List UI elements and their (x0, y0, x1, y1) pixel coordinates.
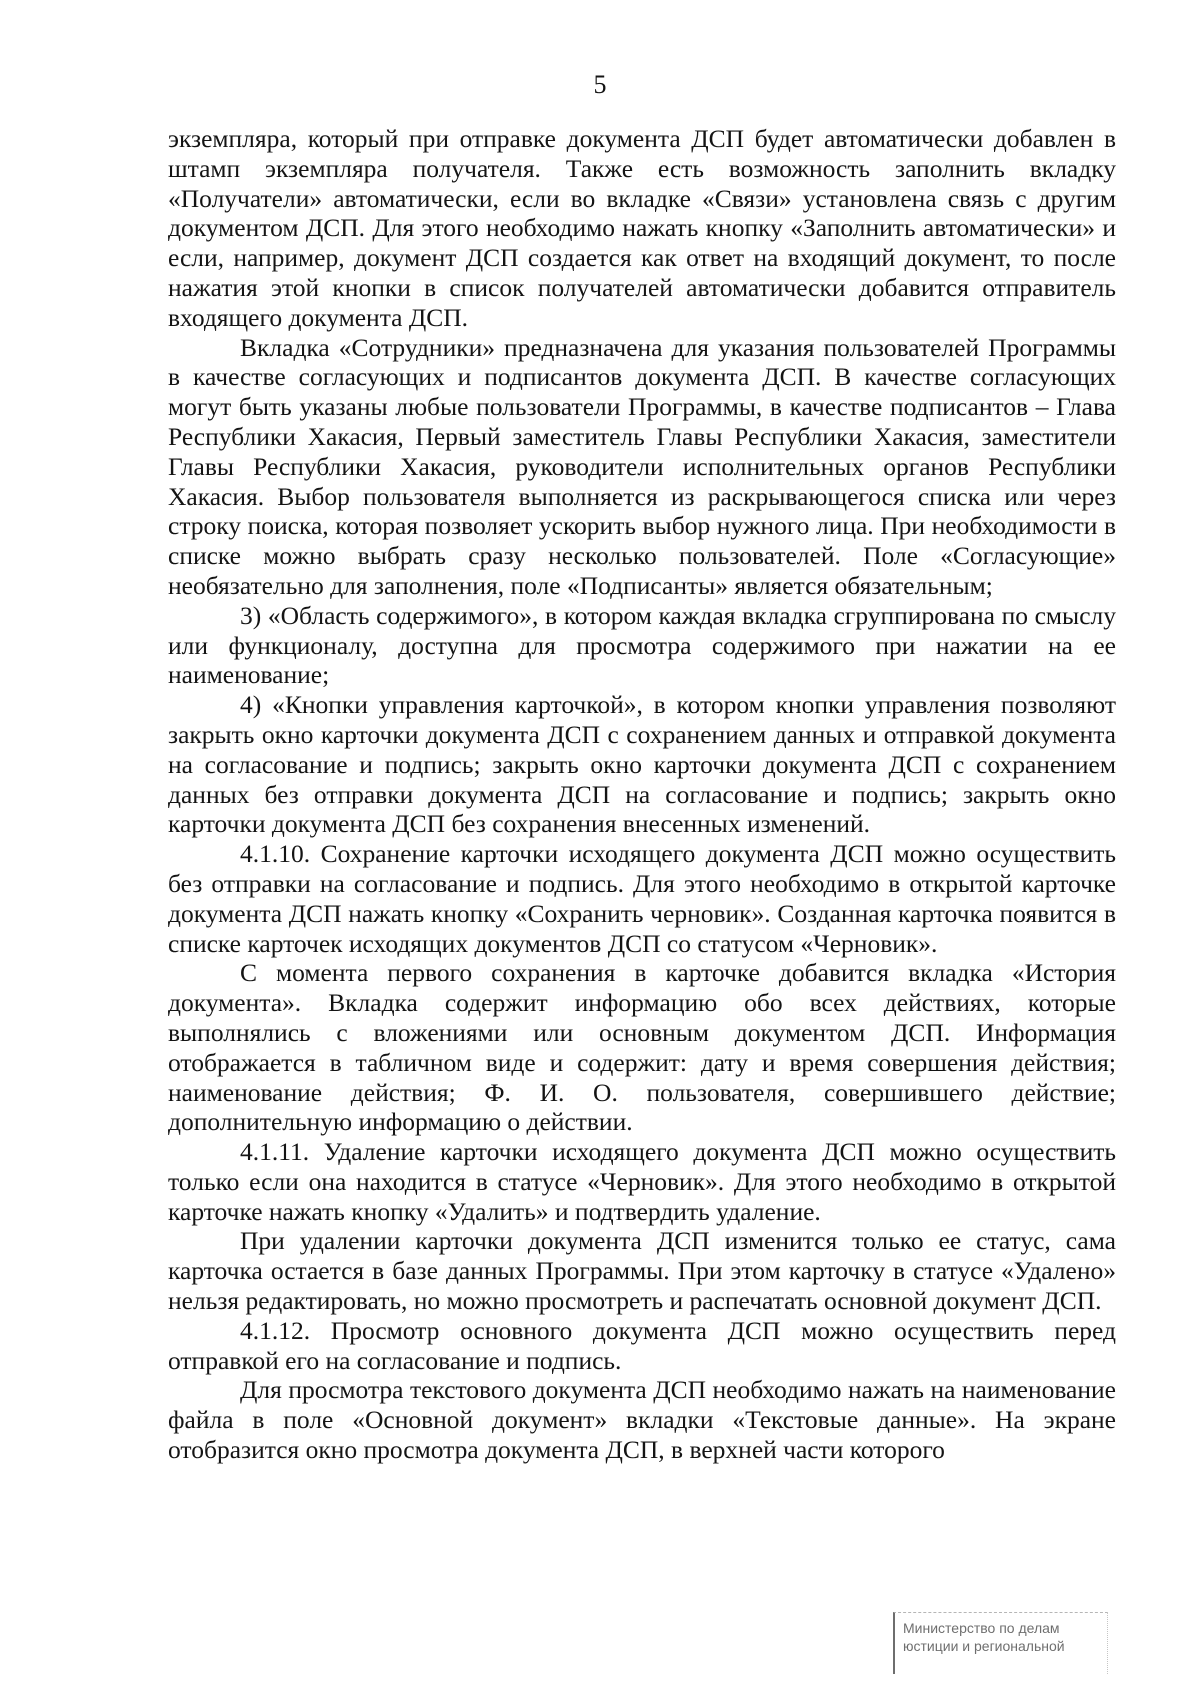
page-number: 5 (593, 70, 607, 99)
paragraph: 4) «Кнопки управления карточкой», в котором кнопки управления позволяют закрыть окно карточки документа ДСП с сохранением данных и отправкой документа на согласование и подпись; закрыть окно карточки документа ДСП с сохранением данных без отправки документа ДСП на согласование и подпись; закрыть окно карточки документа ДСП без сохранения внесенных изменений. (168, 690, 1116, 839)
paragraph: экземпляра, который при отправке документа ДСП будет автоматически добавлен в штамп экземпляра получателя. Также есть возможность заполнить вкладку «Получатели» автоматически, если во вкладке «Связи» установлена связь с другим документом ДСП. Для этого необходимо нажать кнопку «Заполнить автоматически» и если, например, документ ДСП создается как ответ на входящий документ, то после нажатия этой кнопки в список получателей автоматически добавится отправитель входящего документа ДСП. (168, 124, 1116, 332)
stamp-line: юстиции и региональной (903, 1638, 1065, 1654)
stamp-line: Министерство по делам (903, 1620, 1060, 1636)
paragraph: Для просмотра текстового документа ДСП необходимо нажать на наименование файла в поле «Основной документ» вкладки «Текстовые данные». На экране отобразится окно просмотра документа ДСП, в верхней части которого (168, 1375, 1116, 1465)
paragraph: 3) «Область содержимого», в котором каждая вкладка сгруппирована по смыслу или функционалу, доступна для просмотра содержимого при нажатии на ее наименование; (168, 600, 1116, 690)
paragraph: 4.1.10. Сохранение карточки исходящего документа ДСП можно осуществить без отправки на согласование и подпись. Для этого необходимо в открытой карточке документа ДСП нажать кнопку «Сохранить черновик». Созданная карточка появится в списке карточек исходящих документов ДСП со статусом «Черновик». (168, 839, 1116, 958)
paragraph: 4.1.12. Просмотр основного документа ДСП можно осуществить перед отправкой его на согласование и подпись. (168, 1315, 1116, 1375)
document-body (168, 124, 1116, 1465)
ministry-stamp (893, 1612, 1108, 1674)
paragraph: При удалении карточки документа ДСП изменится только ее статус, сама карточка остается в базе данных Программы. При этом карточку в статусе «Удалено» нельзя редактировать, но можно просмотреть и распечатать основной документ ДСП. (168, 1226, 1116, 1316)
paragraph: Вкладка «Сотрудники» предназначена для указания пользователей Программы в качестве согласующих и подписантов документа ДСП. В качестве согласующих могут быть указаны любые пользователи Программы, в качестве подписантов – Глава Республики Хакасия, Первый заместитель Главы Республики Хакасия, заместители Главы Республики Хакасия, руководители исполнительных органов Республики Хакасия. Выбор пользователя выполняется из раскрывающегося списка или через строку поиска, которая позволяет ускорить выбор нужного лица. При необходимости в списке можно выбрать сразу несколько пользователей. Поле «Согласующие» необязательно для заполнения, поле «Подписанты» является обязательным; (168, 332, 1116, 600)
paragraph: С момента первого сохранения в карточке добавится вкладка «История документа». Вкладка содержит информацию обо всех действиях, которые выполнялись с вложениями или основным документом ДСП. Информация отображается в табличном виде и содержит: дату и время совершения действия; наименование действия; Ф. И. О. пользователя, совершившего действие; дополнительную информацию о действии. (168, 958, 1116, 1137)
paragraph: 4.1.11. Удаление карточки исходящего документа ДСП можно осуществить только если она находится в статусе «Черновик». Для этого необходимо в открытой карточке нажать кнопку «Удалить» и подтвердить удаление. (168, 1137, 1116, 1226)
